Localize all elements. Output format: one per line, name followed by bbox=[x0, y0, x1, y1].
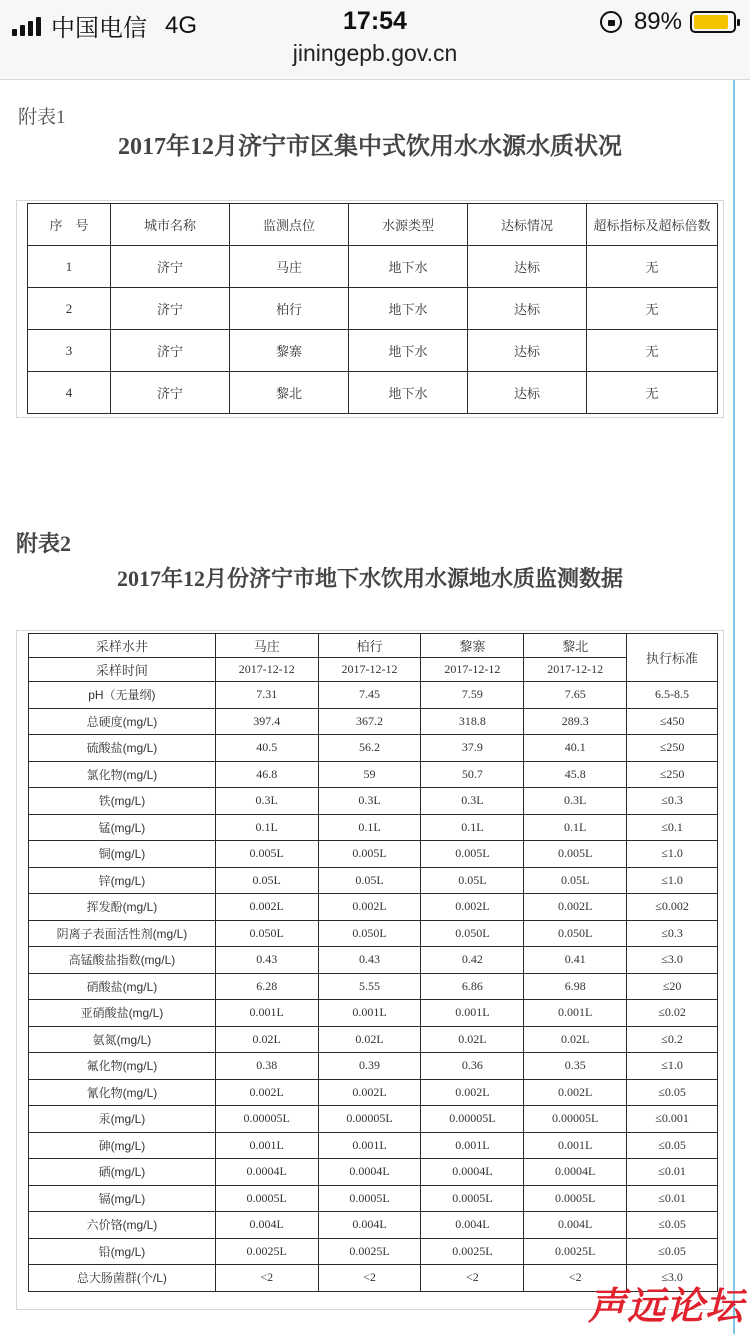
parameter-name-cell: 总硬度(mg/L) bbox=[29, 708, 216, 735]
table-row bbox=[29, 1106, 718, 1133]
measurement-cell: 0.0005L bbox=[215, 1185, 318, 1212]
measurement-cell: 6.28 bbox=[215, 973, 318, 1000]
standard-cell: ≤0.01 bbox=[627, 1185, 718, 1212]
table-cell: 4 bbox=[28, 372, 111, 414]
status-bar bbox=[0, 0, 750, 80]
table-row bbox=[29, 973, 718, 1000]
measurement-cell: 0.00005L bbox=[215, 1106, 318, 1133]
well-name-cell: 黎北 bbox=[524, 634, 627, 658]
table-cell: 济宁 bbox=[111, 372, 230, 414]
measurement-cell: 0.41 bbox=[524, 947, 627, 974]
parameter-name-cell: 氯化物(mg/L) bbox=[29, 761, 216, 788]
table-row bbox=[29, 947, 718, 974]
measurement-cell: <2 bbox=[421, 1265, 524, 1292]
table-cell: 济宁 bbox=[111, 246, 230, 288]
standard-cell: ≤0.002 bbox=[627, 894, 718, 921]
table-cell: 地下水 bbox=[349, 330, 468, 372]
column-header: 水源类型 bbox=[349, 204, 468, 246]
measurement-cell: 0.002L bbox=[421, 894, 524, 921]
measurement-cell: 0.004L bbox=[421, 1212, 524, 1239]
measurement-cell: 0.0004L bbox=[318, 1159, 421, 1186]
parameter-name-cell: 硒(mg/L) bbox=[29, 1159, 216, 1186]
measurement-cell: 0.0004L bbox=[215, 1159, 318, 1186]
measurement-cell: 45.8 bbox=[524, 761, 627, 788]
measurement-cell: 0.35 bbox=[524, 1053, 627, 1080]
measurement-cell: 7.45 bbox=[318, 682, 421, 709]
table-row bbox=[29, 658, 718, 682]
carrier-name: 中国电信 bbox=[51, 15, 147, 42]
table-row bbox=[28, 330, 718, 372]
battery-fill bbox=[694, 15, 728, 29]
parameter-name-cell: 氟化物(mg/L) bbox=[29, 1053, 216, 1080]
measurement-cell: 318.8 bbox=[421, 708, 524, 735]
date-cell: 2017-12-12 bbox=[318, 658, 421, 682]
measurement-cell: 0.02L bbox=[318, 1026, 421, 1053]
address-bar[interactable]: jiningepb.gov.cn bbox=[292, 40, 458, 66]
measurement-cell: 0.002L bbox=[318, 1079, 421, 1106]
measurement-cell: 0.00005L bbox=[318, 1106, 421, 1133]
measurement-cell: 7.65 bbox=[524, 682, 627, 709]
measurement-cell: 0.02L bbox=[524, 1026, 627, 1053]
measurement-cell: 0.001L bbox=[421, 1132, 524, 1159]
parameter-name-cell: 总大肠菌群(个/L) bbox=[29, 1265, 216, 1292]
parameter-name-cell: 铜(mg/L) bbox=[29, 841, 216, 868]
table1-frame bbox=[16, 200, 724, 418]
standard-cell: ≤0.05 bbox=[627, 1132, 718, 1159]
measurement-cell: 0.002L bbox=[421, 1079, 524, 1106]
table-cell: 无 bbox=[587, 330, 718, 372]
battery-icon bbox=[690, 11, 736, 33]
parameter-name-cell: 阴离子表面活性剂(mg/L) bbox=[29, 920, 216, 947]
measurement-cell: <2 bbox=[524, 1265, 627, 1292]
measurement-cell: 0.3L bbox=[318, 788, 421, 815]
forum-watermark: 声远论坛 bbox=[587, 1284, 744, 1328]
measurement-cell: 0.004L bbox=[524, 1212, 627, 1239]
table-cell: 黎寨 bbox=[230, 330, 349, 372]
standard-cell: ≤0.02 bbox=[627, 1000, 718, 1027]
measurement-cell: 0.00005L bbox=[421, 1106, 524, 1133]
parameter-name-cell: 铁(mg/L) bbox=[29, 788, 216, 815]
table2-label: 附表2 bbox=[16, 531, 72, 556]
parameter-name-cell: 铅(mg/L) bbox=[29, 1238, 216, 1265]
date-cell: 2017-12-12 bbox=[215, 658, 318, 682]
measurement-cell: <2 bbox=[215, 1265, 318, 1292]
standard-cell: ≤0.05 bbox=[627, 1212, 718, 1239]
measurement-cell: 0.005L bbox=[421, 841, 524, 868]
standard-cell: ≤250 bbox=[627, 735, 718, 762]
standard-cell: ≤1.0 bbox=[627, 1053, 718, 1080]
table-row bbox=[28, 288, 718, 330]
measurement-cell: 0.005L bbox=[524, 841, 627, 868]
table-cell: 达标 bbox=[468, 330, 587, 372]
battery-percent: 89% bbox=[633, 8, 682, 35]
measurement-cell: 0.001L bbox=[524, 1132, 627, 1159]
measurement-cell: 7.31 bbox=[215, 682, 318, 709]
table-cell: 达标 bbox=[468, 246, 587, 288]
measurement-cell: 46.8 bbox=[215, 761, 318, 788]
table-row bbox=[28, 246, 718, 288]
parameter-name-cell: 硝酸盐(mg/L) bbox=[29, 973, 216, 1000]
parameter-name-cell: 高锰酸盐指数(mg/L) bbox=[29, 947, 216, 974]
table-cell: 无 bbox=[587, 372, 718, 414]
standard-cell: ≤0.1 bbox=[627, 814, 718, 841]
measurement-cell: 0.001L bbox=[215, 1132, 318, 1159]
table-cell: 济宁 bbox=[111, 330, 230, 372]
standard-cell: ≤450 bbox=[627, 708, 718, 735]
measurement-cell: 0.38 bbox=[215, 1053, 318, 1080]
measurement-cell: 0.0025L bbox=[318, 1238, 421, 1265]
parameter-name-cell: pH（无量纲) bbox=[29, 682, 216, 709]
standard-cell: ≤0.3 bbox=[627, 788, 718, 815]
table-cell: 柏行 bbox=[230, 288, 349, 330]
measurement-cell: 0.36 bbox=[421, 1053, 524, 1080]
standard-cell: ≤3.0 bbox=[627, 1265, 718, 1292]
measurement-cell: 0.02L bbox=[215, 1026, 318, 1053]
measurement-cell: 5.55 bbox=[318, 973, 421, 1000]
table-row bbox=[29, 1238, 718, 1265]
standard-cell: ≤0.3 bbox=[627, 920, 718, 947]
measurement-cell: 40.5 bbox=[215, 735, 318, 762]
table1-title: 2017年12月济宁市区集中式饮用水水源水质状况 bbox=[118, 134, 622, 160]
measurement-cell: 397.4 bbox=[215, 708, 318, 735]
measurement-cell: 0.0025L bbox=[421, 1238, 524, 1265]
rotation-lock-icon bbox=[600, 11, 622, 33]
table1-label: 附表1 bbox=[18, 107, 66, 128]
status-time: 17:54 bbox=[343, 7, 407, 35]
measurement-cell: 0.39 bbox=[318, 1053, 421, 1080]
table-row bbox=[29, 1185, 718, 1212]
measurement-cell: 40.1 bbox=[524, 735, 627, 762]
standard-cell: ≤1.0 bbox=[627, 841, 718, 868]
table-row bbox=[29, 1132, 718, 1159]
column-header: 城市名称 bbox=[111, 204, 230, 246]
measurement-cell: 0.001L bbox=[318, 1000, 421, 1027]
measurement-cell: 7.59 bbox=[421, 682, 524, 709]
standard-cell: ≤3.0 bbox=[627, 947, 718, 974]
measurement-cell: 289.3 bbox=[524, 708, 627, 735]
table-cell: 黎北 bbox=[230, 372, 349, 414]
parameter-name-cell: 砷(mg/L) bbox=[29, 1132, 216, 1159]
table-cell: 1 bbox=[28, 246, 111, 288]
table2-title: 2017年12月份济宁市地下水饮用水源地水质监测数据 bbox=[116, 566, 623, 591]
measurement-cell: 0.02L bbox=[421, 1026, 524, 1053]
parameter-name-cell: 锰(mg/L) bbox=[29, 814, 216, 841]
measurement-cell: 37.9 bbox=[421, 735, 524, 762]
standard-cell: ≤0.2 bbox=[627, 1026, 718, 1053]
table-row bbox=[29, 1000, 718, 1027]
table-row bbox=[29, 708, 718, 735]
measurement-cell: 0.1L bbox=[421, 814, 524, 841]
network-type: 4G bbox=[165, 11, 198, 39]
table-row bbox=[29, 894, 718, 921]
table-cell: 达标 bbox=[468, 288, 587, 330]
standard-cell: ≤0.001 bbox=[627, 1106, 718, 1133]
measurement-cell: 0.001L bbox=[421, 1000, 524, 1027]
measurement-cell: 0.001L bbox=[318, 1132, 421, 1159]
parameter-name-cell: 挥发酚(mg/L) bbox=[29, 894, 216, 921]
measurement-cell: 0.050L bbox=[421, 920, 524, 947]
parameter-name-cell: 硫酸盐(mg/L) bbox=[29, 735, 216, 762]
table-row bbox=[29, 867, 718, 894]
measurement-cell: 0.1L bbox=[318, 814, 421, 841]
table-cell: 无 bbox=[587, 288, 718, 330]
measurement-cell: 6.86 bbox=[421, 973, 524, 1000]
parameter-name-cell: 汞(mg/L) bbox=[29, 1106, 216, 1133]
table-header-row bbox=[28, 204, 718, 246]
table-row bbox=[29, 761, 718, 788]
measurement-cell: 56.2 bbox=[318, 735, 421, 762]
measurement-cell: 0.002L bbox=[215, 1079, 318, 1106]
table-cell: 地下水 bbox=[349, 246, 468, 288]
measurement-cell: 0.1L bbox=[215, 814, 318, 841]
measurement-cell: 0.050L bbox=[215, 920, 318, 947]
table-row bbox=[28, 372, 718, 414]
table-row bbox=[29, 1212, 718, 1239]
measurement-cell: 0.001L bbox=[215, 1000, 318, 1027]
measurement-cell: 0.005L bbox=[215, 841, 318, 868]
table-row bbox=[29, 841, 718, 868]
measurement-cell: 0.002L bbox=[524, 1079, 627, 1106]
parameter-name-cell: 亚硝酸盐(mg/L) bbox=[29, 1000, 216, 1027]
measurement-cell: 0.050L bbox=[318, 920, 421, 947]
measurement-cell: 0.43 bbox=[215, 947, 318, 974]
table-row bbox=[29, 735, 718, 762]
measurement-cell: 0.3L bbox=[421, 788, 524, 815]
measurement-cell: <2 bbox=[318, 1265, 421, 1292]
table-cell: 济宁 bbox=[111, 288, 230, 330]
column-header: 序 号 bbox=[28, 204, 111, 246]
standard-cell: ≤20 bbox=[627, 973, 718, 1000]
measurement-cell: 6.98 bbox=[524, 973, 627, 1000]
time-label-cell: 采样时间 bbox=[29, 658, 216, 682]
date-cell: 2017-12-12 bbox=[524, 658, 627, 682]
table-row bbox=[29, 1159, 718, 1186]
table-row bbox=[29, 920, 718, 947]
measurement-cell: 0.004L bbox=[215, 1212, 318, 1239]
parameter-name-cell: 氨氮(mg/L) bbox=[29, 1026, 216, 1053]
groundwater-monitoring-table bbox=[28, 633, 718, 1292]
standard-cell: ≤250 bbox=[627, 761, 718, 788]
measurement-cell: 0.0025L bbox=[524, 1238, 627, 1265]
measurement-cell: 0.3L bbox=[524, 788, 627, 815]
column-header: 超标指标及超标倍数 bbox=[587, 204, 718, 246]
table-cell: 达标 bbox=[468, 372, 587, 414]
standard-cell: ≤0.05 bbox=[627, 1079, 718, 1106]
date-cell: 2017-12-12 bbox=[421, 658, 524, 682]
measurement-cell: 0.0025L bbox=[215, 1238, 318, 1265]
measurement-cell: 0.004L bbox=[318, 1212, 421, 1239]
column-header: 达标情况 bbox=[468, 204, 587, 246]
measurement-cell: 0.005L bbox=[318, 841, 421, 868]
table-cell: 2 bbox=[28, 288, 111, 330]
measurement-cell: 59 bbox=[318, 761, 421, 788]
measurement-cell: 0.0005L bbox=[421, 1185, 524, 1212]
table-row bbox=[29, 634, 718, 658]
table-cell: 地下水 bbox=[349, 372, 468, 414]
standard-cell: ≤0.01 bbox=[627, 1159, 718, 1186]
table-row bbox=[29, 1053, 718, 1080]
measurement-cell: 0.0004L bbox=[524, 1159, 627, 1186]
measurement-cell: 0.00005L bbox=[524, 1106, 627, 1133]
parameter-name-cell: 氰化物(mg/L) bbox=[29, 1079, 216, 1106]
standard-cell: 6.5-8.5 bbox=[627, 682, 718, 709]
table-cell: 3 bbox=[28, 330, 111, 372]
measurement-cell: 0.002L bbox=[524, 894, 627, 921]
table-row bbox=[29, 1079, 718, 1106]
table-row bbox=[29, 682, 718, 709]
measurement-cell: 0.05L bbox=[215, 867, 318, 894]
scroll-indicator bbox=[733, 80, 735, 1334]
table-row bbox=[29, 1026, 718, 1053]
table-row bbox=[29, 788, 718, 815]
measurement-cell: 0.42 bbox=[421, 947, 524, 974]
measurement-cell: 0.002L bbox=[318, 894, 421, 921]
well-label-cell: 采样水井 bbox=[29, 634, 216, 658]
measurement-cell: 367.2 bbox=[318, 708, 421, 735]
measurement-cell: 0.001L bbox=[524, 1000, 627, 1027]
measurement-cell: 0.050L bbox=[524, 920, 627, 947]
measurement-cell: 0.3L bbox=[215, 788, 318, 815]
table-cell: 地下水 bbox=[349, 288, 468, 330]
table-cell: 无 bbox=[587, 246, 718, 288]
water-source-status-table bbox=[27, 203, 718, 414]
well-name-cell: 柏行 bbox=[318, 634, 421, 658]
measurement-cell: 50.7 bbox=[421, 761, 524, 788]
measurement-cell: 0.05L bbox=[318, 867, 421, 894]
parameter-name-cell: 镉(mg/L) bbox=[29, 1185, 216, 1212]
status-right bbox=[600, 8, 736, 36]
table2-frame bbox=[16, 630, 724, 1310]
column-header: 监测点位 bbox=[230, 204, 349, 246]
parameter-name-cell: 锌(mg/L) bbox=[29, 867, 216, 894]
measurement-cell: 0.05L bbox=[524, 867, 627, 894]
table-cell: 马庄 bbox=[230, 246, 349, 288]
measurement-cell: 0.002L bbox=[215, 894, 318, 921]
standard-cell: ≤1.0 bbox=[627, 867, 718, 894]
measurement-cell: 0.05L bbox=[421, 867, 524, 894]
standard-header-cell: 执行标准 bbox=[627, 634, 718, 682]
measurement-cell: 0.1L bbox=[524, 814, 627, 841]
table-row bbox=[29, 814, 718, 841]
measurement-cell: 0.0005L bbox=[524, 1185, 627, 1212]
standard-cell: ≤0.05 bbox=[627, 1238, 718, 1265]
well-name-cell: 黎寨 bbox=[421, 634, 524, 658]
measurement-cell: 0.0005L bbox=[318, 1185, 421, 1212]
measurement-cell: 0.43 bbox=[318, 947, 421, 974]
parameter-name-cell: 六价铬(mg/L) bbox=[29, 1212, 216, 1239]
measurement-cell: 0.0004L bbox=[421, 1159, 524, 1186]
well-name-cell: 马庄 bbox=[215, 634, 318, 658]
